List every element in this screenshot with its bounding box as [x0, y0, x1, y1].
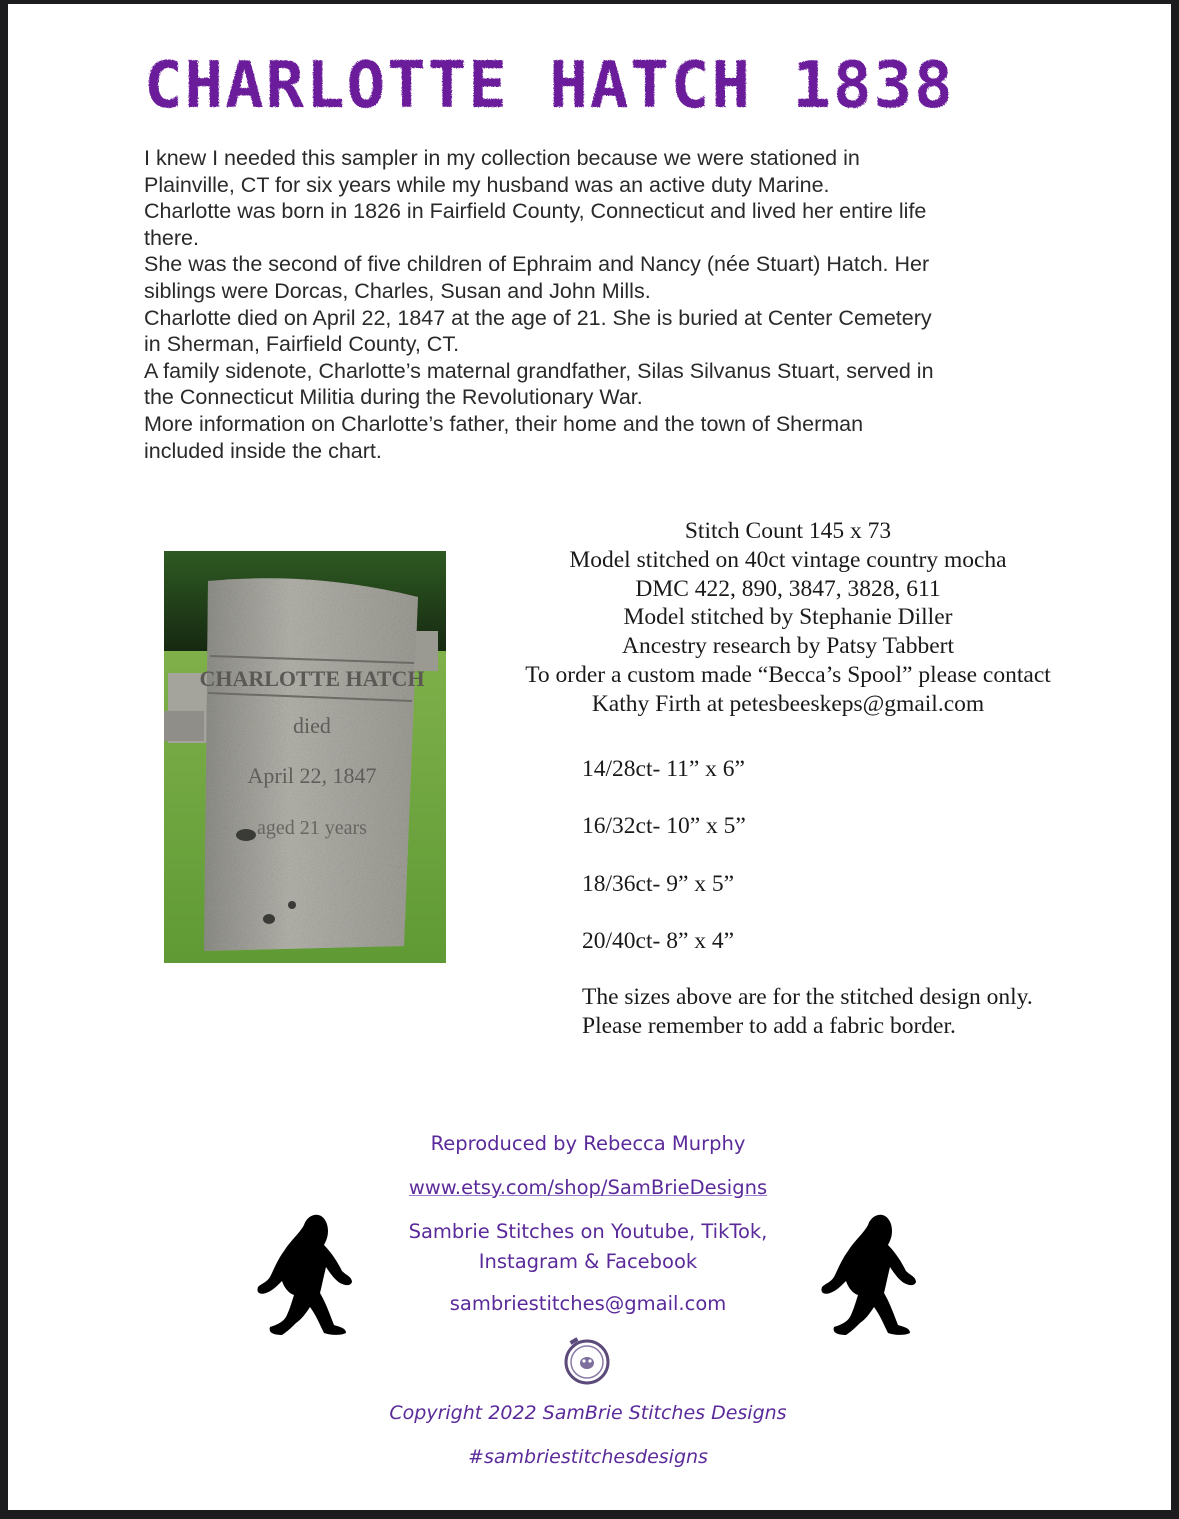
note-line: The sizes above are for the stitched design only.	[582, 984, 1033, 1010]
intro-line: Charlotte died on April 22, 1847 at the age of 21. She is buried at Center Cemetery	[144, 305, 932, 330]
stone-inscription: CHARLOTTE HATCH	[199, 666, 425, 691]
intro-line: A family sidenote, Charlotte’s maternal grandfather, Silas Silvanus Stuart, served in	[144, 358, 934, 383]
dmc-colors: DMC 422, 890, 3847, 3828, 611	[635, 575, 941, 602]
sambrie-logo-icon	[562, 1335, 612, 1385]
gravestone-photo	[164, 551, 446, 963]
copyright: Copyright 2022 SamBrie Stitches Designs	[389, 1402, 787, 1424]
intro-line: in Sherman, Fairfield County, CT.	[144, 332, 460, 357]
stitched-by: Model stitched by Stephanie Diller	[623, 604, 953, 631]
order-info: To order a custom made “Becca’s Spool” please contact	[525, 661, 1051, 688]
fabric-info: Model stitched on 40ct vintage country mocha	[569, 546, 1007, 573]
page-title	[144, 50, 1064, 122]
social-line: Sambrie Stitches on Youtube, TikTok,	[408, 1220, 768, 1243]
intro-text	[144, 145, 1044, 464]
document-page	[8, 4, 1171, 1510]
social-line: Instagram & Facebook	[478, 1250, 698, 1273]
svg-text:aged 21 years: aged 21 years	[257, 817, 367, 839]
etsy-link[interactable]: www.etsy.com/shop/SamBrieDesigns	[408, 1176, 768, 1199]
intro-line: I knew I needed this sampler in my collection because we were stationed in	[144, 146, 860, 170]
reproduced-by: Reproduced by Rebecca Murphy	[430, 1132, 746, 1155]
research-by: Ancestry research by Patsy Tabbert	[621, 633, 955, 660]
order-contact: Kathy Firth at petesbeeskeps@gmail.com	[591, 690, 985, 717]
intro-line: Charlotte was born in 1826 in Fairfield County, Connecticut and lived her entire life	[144, 199, 927, 224]
note-line: Please remember to add a fabric border.	[582, 1013, 956, 1039]
size-row: 20/40ct- 8” x 4”	[582, 927, 735, 954]
intro-line: siblings were Dorcas, Charles, Susan and John Mills.	[144, 278, 651, 303]
svg-text:April 22, 1847: April 22, 1847	[247, 763, 377, 788]
intro-line: More information on Charlotte’s father, their home and the town of Sherman	[144, 411, 864, 436]
size-row: 16/32ct- 10” x 5”	[582, 813, 746, 840]
design-sizes	[582, 754, 1102, 983]
pattern-specs	[498, 517, 1078, 719]
svg-text:died: died	[293, 713, 331, 738]
size-row: 18/36ct- 9” x 5”	[582, 870, 735, 897]
size-row: 14/28ct- 11” x 6”	[582, 756, 745, 782]
intro-line: included inside the chart.	[144, 438, 382, 463]
intro-line: Plainville, CT for six years while my husband was an active duty Marine.	[144, 172, 830, 197]
contact-email[interactable]: sambriestitches@gmail.com	[449, 1292, 727, 1315]
hashtag: #sambriestitchesdesigns	[468, 1446, 708, 1468]
intro-line: there.	[144, 225, 199, 250]
title-text: CHARLOTTE HATCH 1838	[144, 49, 955, 123]
intro-line: the Connecticut Militia during the Revolutionary War.	[144, 385, 643, 410]
size-note	[582, 983, 1102, 1041]
intro-line: She was the second of five children of Ephraim and Nancy (née Stuart) Hatch. Her	[144, 252, 930, 277]
stitch-count: Stitch Count 145 x 73	[684, 518, 892, 544]
